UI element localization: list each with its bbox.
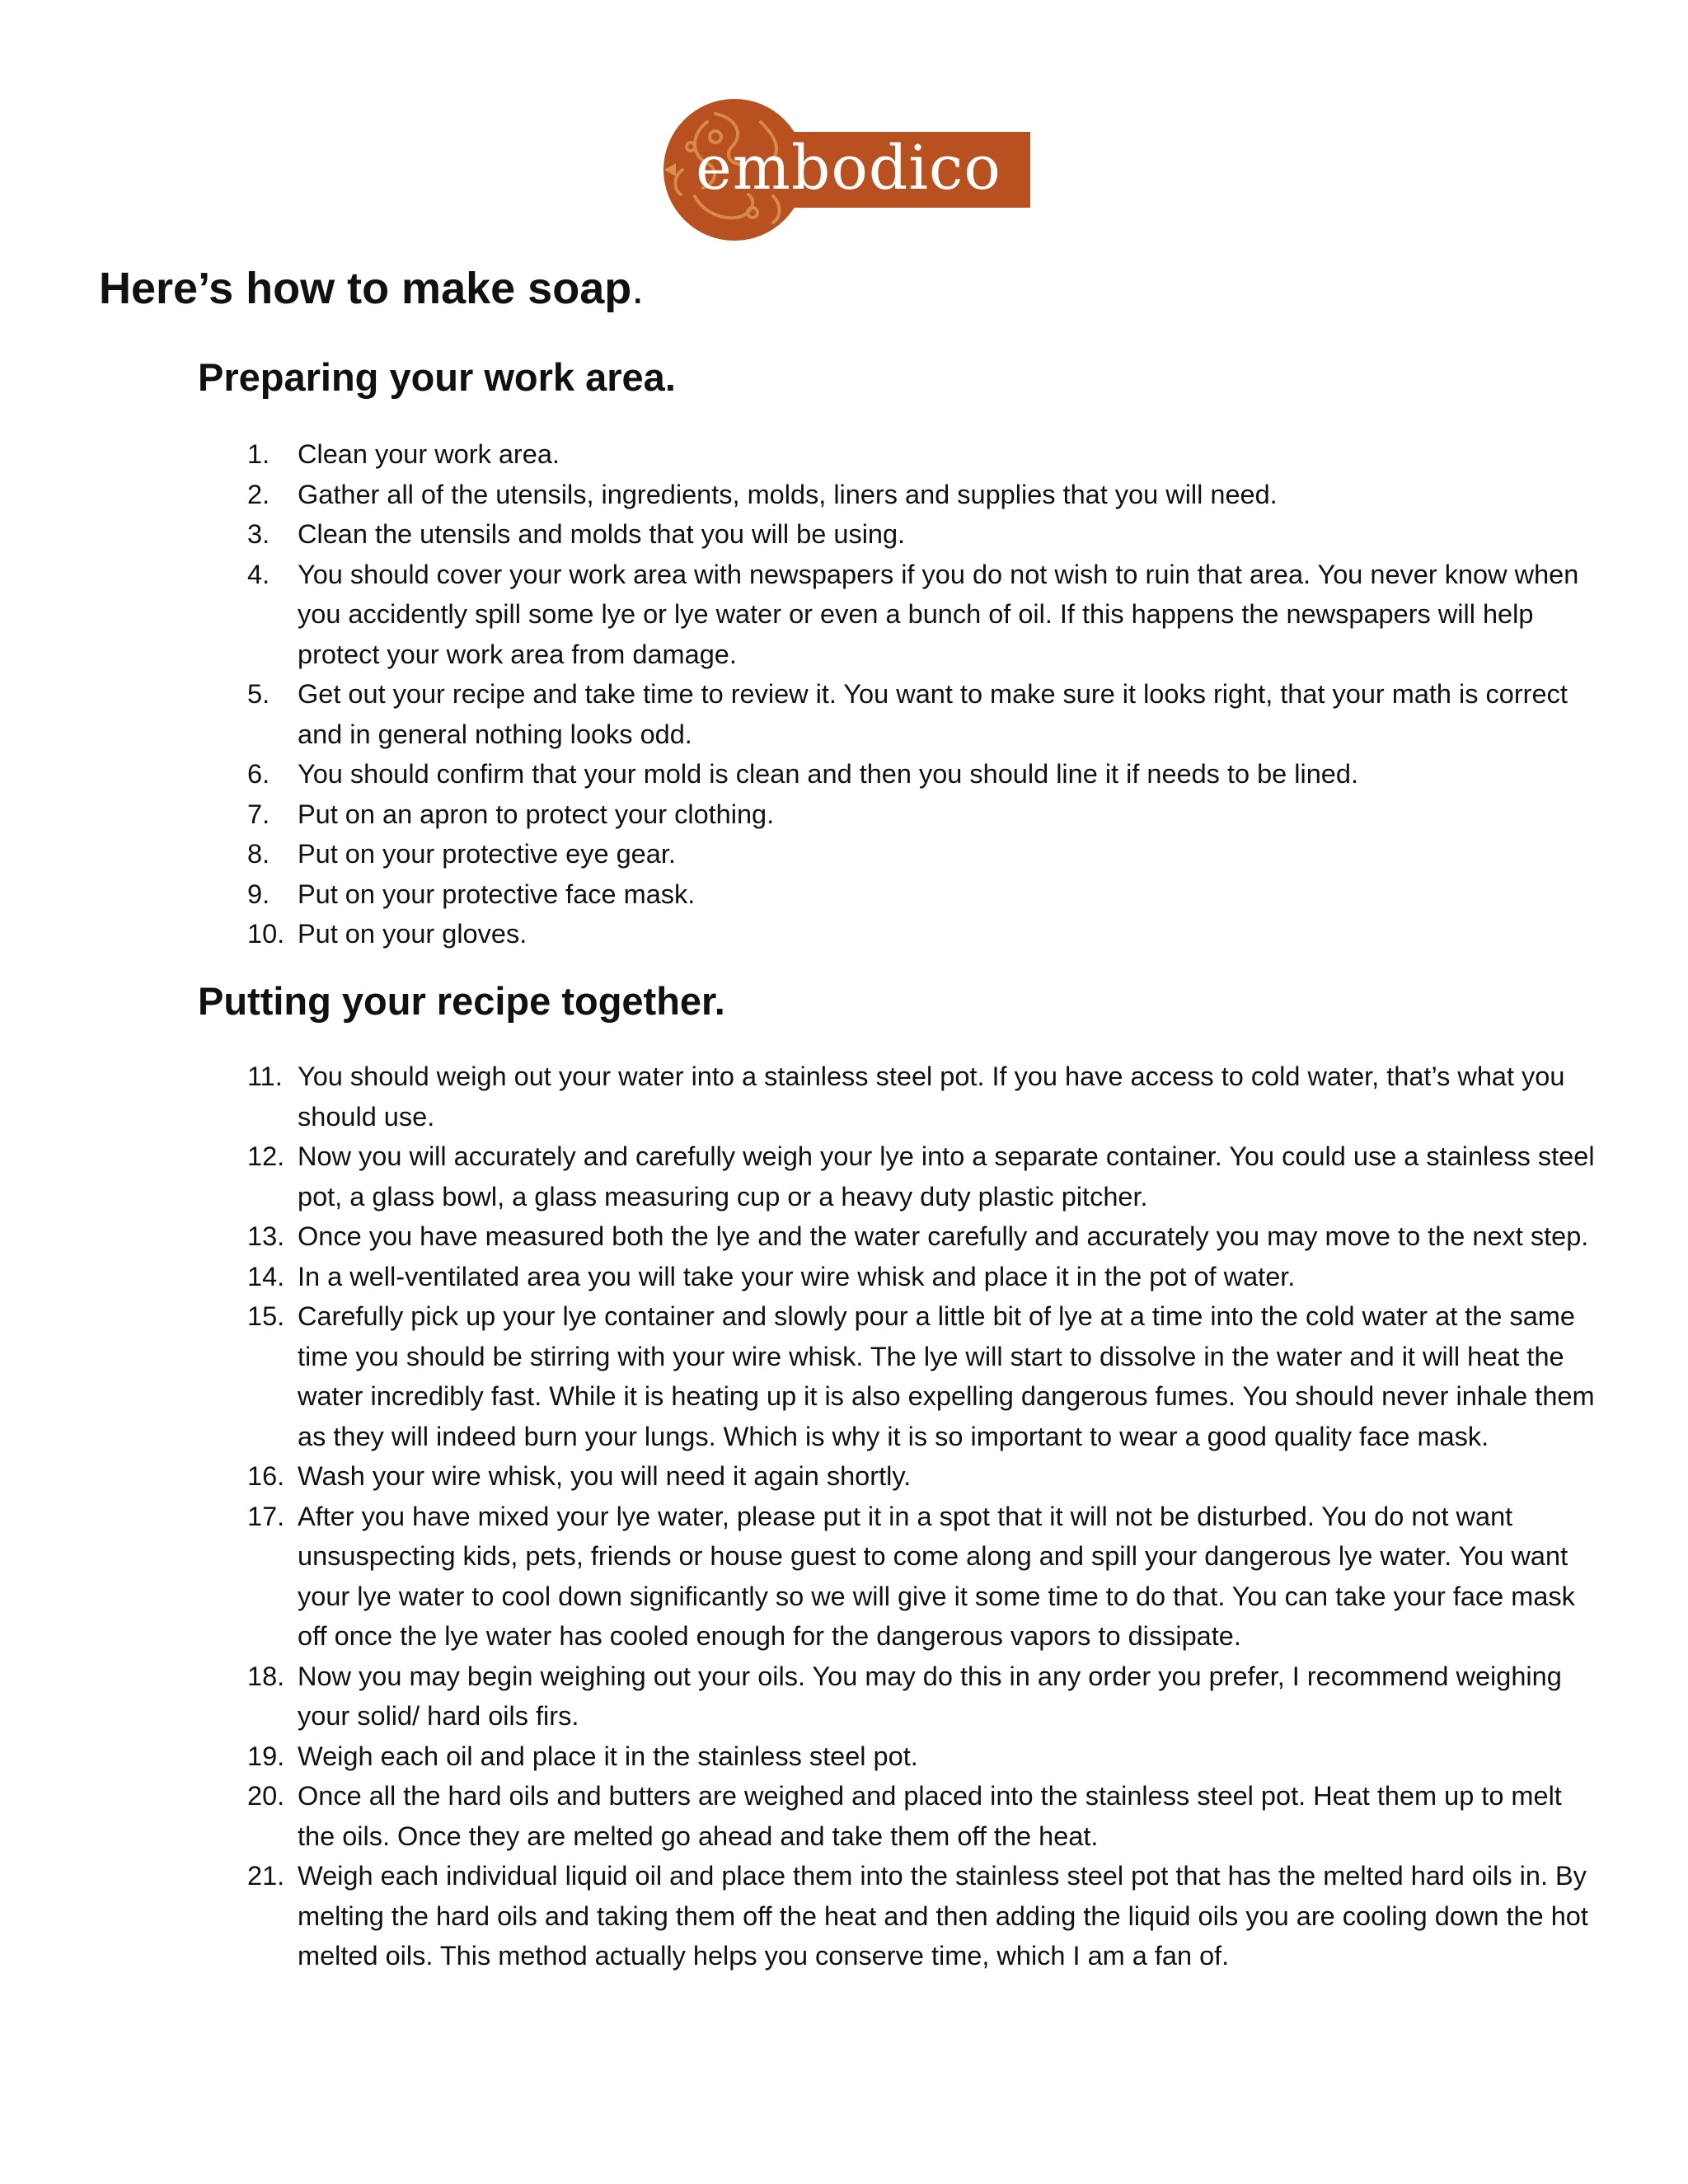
step-text: Put on your gloves. <box>298 919 528 949</box>
list-item <box>0 1257 1600 1297</box>
step-text: Gather all of the utensils, ingredients, molds, liners and supplies that you will need. <box>298 479 1278 509</box>
step-number: 17. <box>247 1501 285 1531</box>
step-number: 2. <box>247 479 270 509</box>
step-text: Get out your recipe and take time to review it. You want to make sure it looks right, that your math is correct and in general nothing looks odd. <box>298 679 1568 749</box>
step-text: You should confirm that your mold is clean and then you should line it if needs to be lined. <box>298 759 1358 789</box>
list-item <box>0 555 1600 675</box>
embodico-logo <box>658 97 1032 242</box>
list-item <box>0 1497 1600 1657</box>
step-text: Put on your protective eye gear. <box>298 839 676 869</box>
step-number: 3. <box>247 519 270 549</box>
step-text: Clean your work area. <box>298 439 560 469</box>
step-number: 13. <box>247 1221 285 1251</box>
list-item <box>0 914 1600 954</box>
step-number: 9. <box>247 879 270 909</box>
step-number: 12. <box>247 1141 285 1171</box>
section-heading-preparing: Preparing your work area. <box>198 355 676 399</box>
step-text: Carefully pick up your lye container and slowly pour a little bit of lye at a time into the cold water at the same time you should be stirring with your wire whisk. The lye will start to dissolve in the water and it will heat the water incredibly fast. While it is heating up it is also expelling dangerous fumes. You should never inhale them as they will indeed burn your lungs. Which is why it is so important to wear a good quality face mask. <box>298 1301 1595 1451</box>
step-number: 7. <box>247 799 270 829</box>
list-item <box>0 514 1600 555</box>
page-title <box>99 262 644 316</box>
list-item <box>0 794 1600 835</box>
list-item <box>0 434 1600 475</box>
step-text: Wash your wire whisk, you will need it again shortly. <box>298 1461 912 1491</box>
step-text: In a well-ventilated area you will take your wire whisk and place it in the pot of water. <box>298 1261 1296 1291</box>
step-text: After you have mixed your lye water, please put it in a spot that it will not be disturbed. You do not want unsuspecting kids, pets, friends or house guest to come along and spill your dangerous lye water. You want your lye water to cool down significantly so we will give it some time to do that. You can take your face mask off once the lye water has cooled enough for the dangerous vapors to dissipate. <box>298 1501 1575 1651</box>
list-item <box>0 674 1600 754</box>
step-text: Now you will accurately and carefully weigh your lye into a separate container. You could use a stainless steel pot, a glass bowl, a glass measuring cup or a heavy duty plastic pitcher. <box>298 1141 1595 1212</box>
step-number: 14. <box>247 1261 285 1291</box>
step-text: Weigh each oil and place it in the stainless steel pot. <box>298 1741 918 1771</box>
step-text: You should cover your work area with newspapers if you do not wish to ruin that area. You never know when you accidently spill some lye or lye water or even a bunch of oil. If this happens the newspapers will help protect your work area from damage. <box>298 559 1579 669</box>
step-number: 20. <box>247 1781 285 1811</box>
step-number: 15. <box>247 1301 285 1331</box>
step-number: 8. <box>247 839 270 869</box>
page-title-text: Here’s how to make soap <box>99 264 632 313</box>
step-text: You should weigh out your water into a stainless steel pot. If you have access to cold water, that’s what you should use. <box>298 1062 1565 1132</box>
step-number: 18. <box>247 1661 285 1691</box>
step-number: 10. <box>247 919 285 949</box>
step-text: Once you have measured both the lye and the water carefully and accurately you may move to the next step. <box>298 1221 1589 1251</box>
step-text: Now you may begin weighing out your oils. You may do this in any order you prefer, I recommend weighing your solid/ hard oils firs. <box>298 1661 1562 1731</box>
list-item <box>0 1296 1600 1456</box>
list-item <box>0 874 1600 915</box>
step-text: Put on your protective face mask. <box>298 879 696 909</box>
step-text: Put on an apron to protect your clothing. <box>298 799 775 829</box>
step-number: 11. <box>247 1062 283 1091</box>
step-number: 5. <box>247 679 270 709</box>
list-item <box>0 1776 1600 1856</box>
step-number: 21. <box>247 1861 285 1891</box>
step-text: Once all the hard oils and butters are weighed and placed into the stainless steel pot. Heat them up to melt the oils. Once they are melted go ahead and take them off the heat. <box>298 1781 1562 1851</box>
step-number: 19. <box>247 1741 285 1771</box>
list-item <box>0 1137 1600 1216</box>
step-number: 16. <box>247 1461 285 1491</box>
step-text: Clean the utensils and molds that you will be using. <box>298 519 906 549</box>
page-title-punctuation: . <box>631 264 645 313</box>
step-number: 1. <box>247 439 270 469</box>
logo-wordmark: embodico <box>696 133 1001 204</box>
list-item <box>0 1736 1600 1777</box>
list-item <box>0 1456 1600 1497</box>
list-item <box>0 1657 1600 1736</box>
list-item <box>0 1856 1600 1976</box>
step-number: 6. <box>247 759 270 789</box>
section-heading-recipe: Putting your recipe together. <box>198 979 725 1023</box>
steps-list-recipe <box>0 1057 1688 1976</box>
steps-list-preparing <box>0 434 1688 954</box>
list-item <box>0 475 1600 515</box>
list-item <box>0 1057 1600 1137</box>
list-item <box>0 1216 1600 1257</box>
list-item <box>0 834 1600 874</box>
list-item <box>0 754 1600 794</box>
step-text: Weigh each individual liquid oil and place them into the stainless steel pot that has the melted hard oils in. By melting the hard oils and taking them off the heat and then adding the liquid oils you are cooling down the hot melted oils. This method actually helps you conserve time, which I am a fan of. <box>298 1861 1588 1971</box>
step-number: 4. <box>247 559 270 589</box>
